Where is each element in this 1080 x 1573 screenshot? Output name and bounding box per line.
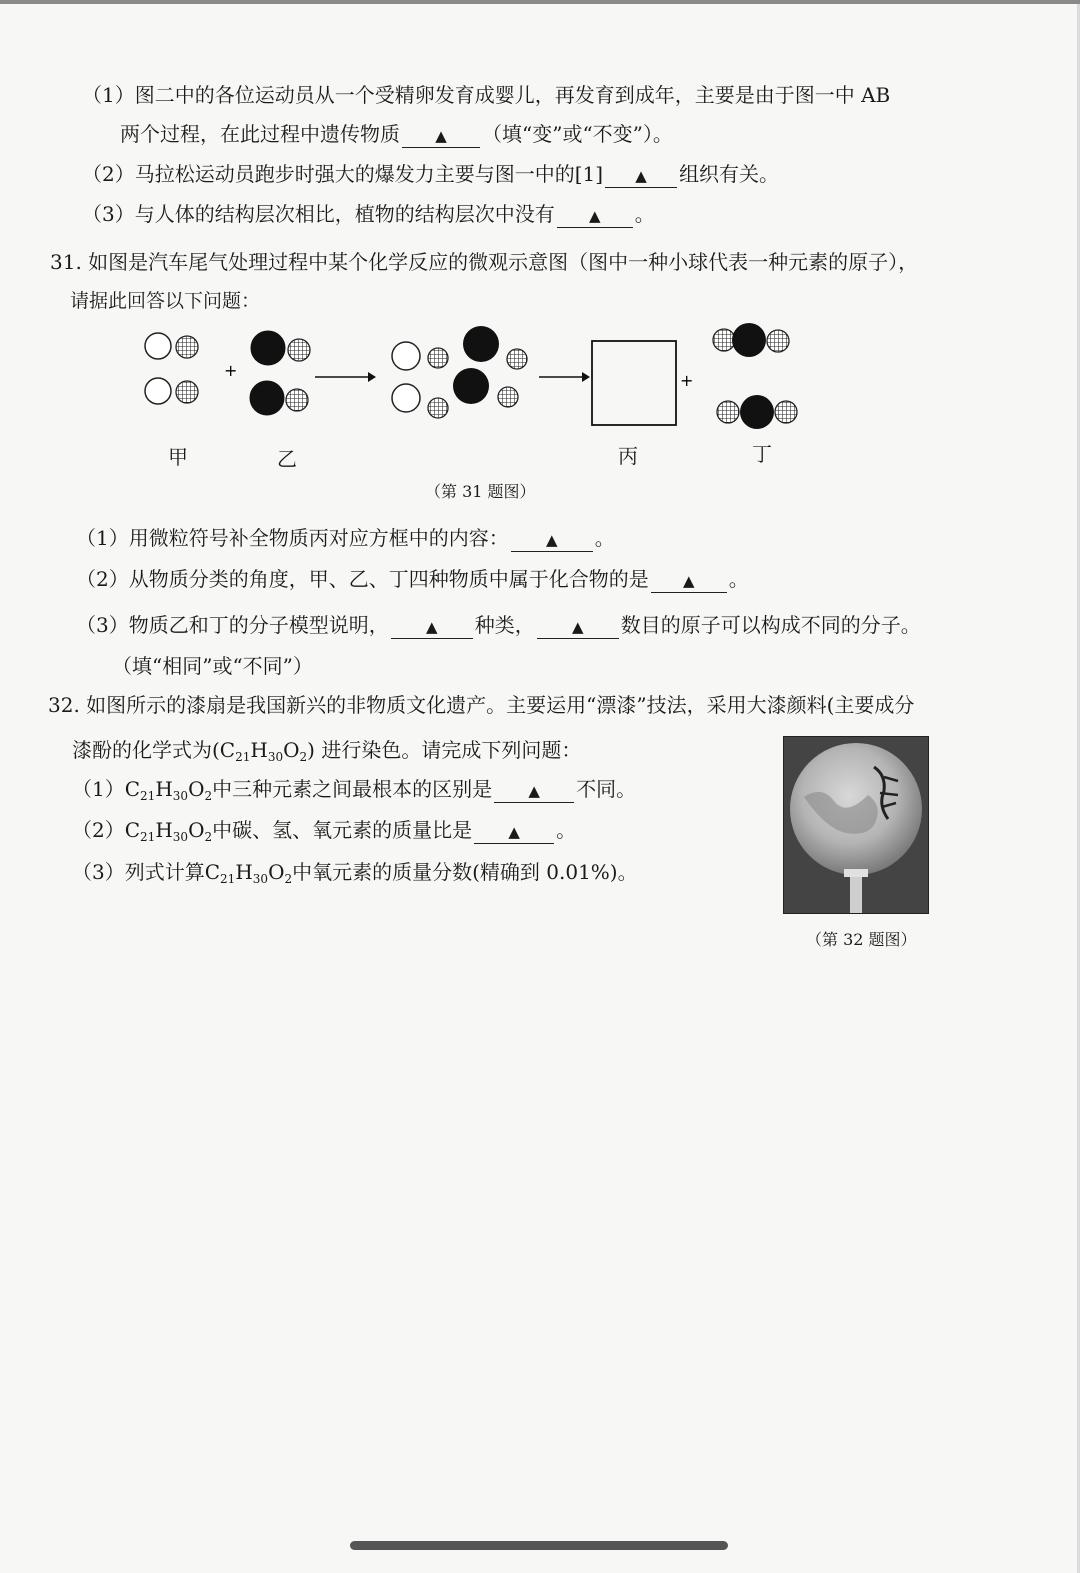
formula: $C_{21}H_{30}O_2$ [124, 818, 213, 844]
q31-stem-line2: 请据此回答以下问题： [70, 290, 261, 312]
intermediate-atoms [392, 326, 527, 418]
answer-blank[interactable]: ▲ [474, 819, 554, 844]
label-yi: 乙 [277, 447, 297, 471]
q31-part1: （1）用微粒符号补全物质丙对应方框中的内容： ▲ 。 [76, 526, 615, 550]
home-indicator[interactable] [350, 1541, 728, 1550]
molecule-ding-1 [713, 323, 789, 357]
q31-part3-hint: （填“相同”或“不同”） [112, 654, 313, 678]
molecule-jia-2 [145, 378, 198, 404]
q32-part2: $(2)C_{21}H_{30}O_2$中碳、氢、氧元素的质量比是 ▲ 。 [72, 818, 577, 844]
formula: $C_{21}H_{30}O_2$ [204, 860, 293, 886]
q30-part1-line2: 两个过程，在此过程中遗传物质 ▲ （填“变”或“不变”）。 [120, 122, 673, 146]
molecule-ding-2 [717, 395, 797, 429]
answer-blank[interactable]: ▲ [511, 527, 593, 552]
fan-handle [850, 873, 862, 913]
reaction-diagram [130, 318, 810, 488]
q31-part2: （2）从物质分类的角度，甲、乙、丁四种物质中属于化合物的是 ▲ 。 [76, 567, 749, 591]
answer-blank[interactable]: ▲ [494, 778, 574, 803]
label-bing: 丙 [618, 444, 638, 468]
q32-part3: （3）列式计算$C_{21}H_{30}O_2$中氧元素的质量分数(精确到 0.01%)。 [72, 860, 638, 886]
q30-part3: （3）与人体的结构层次相比，植物的结构层次中没有 ▲ 。 [82, 202, 655, 226]
plus-sign-2: + [680, 371, 694, 390]
reaction-arrow-2 [539, 372, 590, 382]
label-ding: 丁 [752, 442, 772, 466]
answer-blank[interactable]: ▲ [605, 163, 677, 188]
lacquer-fan-photo [783, 736, 929, 914]
q30-part2: （2）马拉松运动员跑步时强大的爆发力主要与图一中的[1] ▲ 组织有关。 [82, 162, 780, 186]
answer-blank[interactable]: ▲ [651, 568, 727, 593]
reaction-arrow-1 [315, 372, 376, 382]
q31-part3: （3）物质乙和丁的分子模型说明， ▲ 种类， ▲ 数目的原子可以构成不同的分子。 [76, 613, 921, 637]
molecule-yi-2 [250, 381, 308, 415]
top-edge-bar [0, 0, 1080, 4]
formula: $C_{21}H_{30}O_2$ [124, 777, 213, 803]
answer-blank[interactable]: ▲ [391, 614, 473, 639]
q32-stem-line2: 漆酚的化学式为$(C_{21}H_{30}O_2)$ 进行染色。请完成下列问题： [72, 738, 582, 764]
q30-part1-line1: （1）图二中的各位运动员从一个受精卵发育成婴儿，再发育到成年，主要是由于图一中 AB [82, 83, 891, 107]
q31-stem-line1: 31. 如图是汽车尾气处理过程中某个化学反应的微观示意图（图中一种小球代表一种元素的原子）， [50, 250, 919, 274]
product-bing-box[interactable] [592, 341, 676, 425]
q32-stem-line1: 32. 如图所示的漆扇是我国新兴的非物质文化遗产。主要运用“漂漆”技法，采用大漆颜料(主要成分 [48, 693, 915, 717]
q32-part1: $(1)C_{21}H_{30}O_2$中三种元素之间最根本的区别是 ▲ 不同。 [72, 777, 637, 803]
plus-sign-1: + [224, 361, 238, 380]
answer-blank[interactable]: ▲ [402, 123, 480, 148]
q31-figure-caption: （第 31 题图） [425, 482, 536, 501]
label-jia: 甲 [168, 445, 188, 469]
answer-blank[interactable]: ▲ [537, 614, 619, 639]
molecule-yi-1 [251, 331, 310, 365]
q32-figure-caption: （第 32 题图） [806, 930, 917, 949]
molecule-jia-1 [145, 333, 198, 359]
answer-blank[interactable]: ▲ [557, 203, 633, 228]
